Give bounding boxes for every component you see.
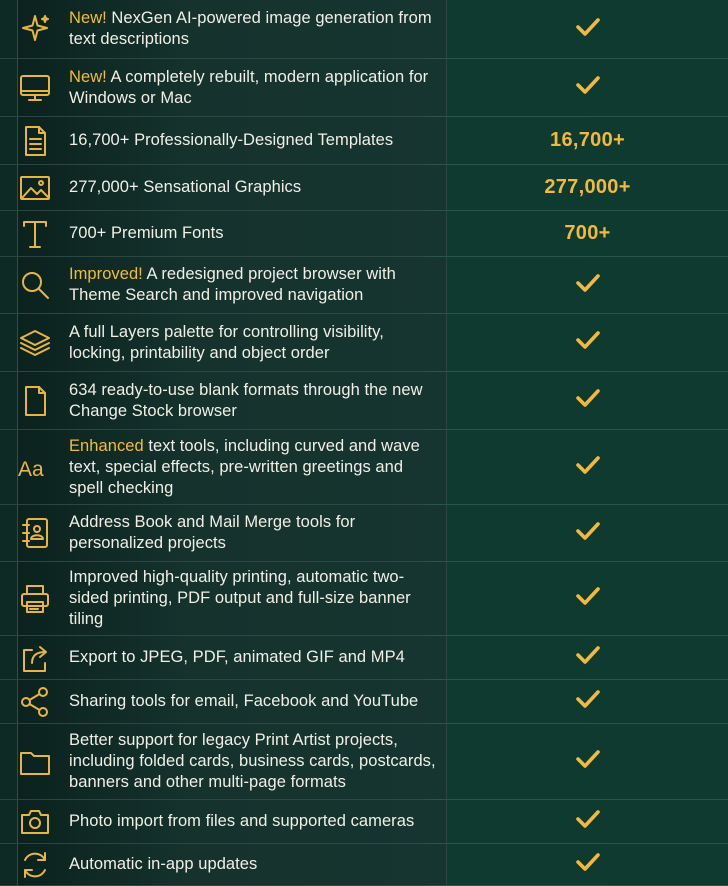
value-cell [447, 257, 728, 313]
check-icon [575, 748, 601, 775]
refresh-icon [1, 848, 69, 882]
feature-cell [17, 372, 447, 429]
value-cell [447, 314, 728, 371]
feature-description: Improved high-quality printing, automatic two-sided printing, PDF output and full-size banner tiling [69, 568, 416, 628]
feature-description: Better support for legacy Print Artist projects, including folded cards, business cards, postcards, banners and other multi-page formats [69, 731, 441, 791]
printer-icon [1, 582, 69, 616]
value-text: 16,700+ [550, 129, 625, 151]
feature-cell [17, 505, 447, 561]
value-cell [447, 430, 728, 504]
feature-cell [17, 800, 447, 843]
feature-cell [17, 314, 447, 371]
feature-cell [17, 636, 447, 679]
address-book-icon [1, 516, 69, 550]
feature-text [69, 8, 446, 50]
feature-cell [17, 724, 447, 799]
feature-highlight: New! [69, 67, 107, 86]
check-icon [575, 585, 601, 612]
feature-text [69, 567, 446, 630]
feature-text [69, 380, 446, 422]
feature-cell [17, 211, 447, 256]
value-cell [447, 844, 728, 885]
feature-cell [17, 844, 447, 885]
value-cell [447, 636, 728, 679]
value-cell [447, 59, 728, 116]
feature-text [69, 647, 415, 668]
feature-row [0, 680, 728, 724]
feature-description: 634 ready-to-use blank formats through the new Change Stock browser [69, 380, 428, 420]
sparkle-icon [1, 12, 69, 46]
feature-description: 277,000+ Sensational Graphics [69, 178, 302, 196]
feature-description: A completely rebuilt, modern application for Windows or Mac [69, 67, 433, 107]
feature-row [0, 314, 728, 372]
feature-cell [17, 430, 447, 504]
folder-icon [1, 745, 69, 779]
feature-description: Export to JPEG, PDF, animated GIF and MP4 [69, 648, 405, 666]
feature-text [69, 130, 403, 151]
feature-text [69, 730, 446, 793]
share-icon [1, 685, 69, 719]
feature-highlight: New! [69, 9, 107, 27]
value-cell [447, 680, 728, 723]
feature-text [69, 177, 311, 198]
value-text: 700+ [564, 222, 611, 244]
feature-description: Address Book and Mail Merge tools for personalized projects [69, 513, 360, 552]
blank-page-icon [1, 384, 69, 418]
export-icon [1, 641, 69, 675]
feature-row [0, 505, 728, 562]
check-icon [575, 454, 601, 481]
feature-text [69, 436, 446, 499]
feature-row [0, 844, 728, 886]
font-t-icon [1, 217, 69, 251]
feature-cell [17, 680, 447, 723]
check-icon [575, 851, 601, 878]
feature-text [69, 854, 267, 875]
check-icon [575, 644, 601, 671]
feature-row [0, 636, 728, 680]
value-cell [447, 0, 728, 58]
feature-row [0, 257, 728, 314]
monitor-icon [1, 71, 69, 105]
feature-cell [17, 257, 447, 313]
feature-highlight: Improved! [69, 265, 143, 283]
check-icon [575, 520, 601, 547]
feature-description: 16,700+ Professionally-Designed Templates [69, 131, 394, 149]
feature-description: A redesigned project browser with Theme Search and improved navigation [69, 265, 401, 304]
check-icon [575, 74, 601, 101]
feature-row [0, 0, 728, 59]
feature-row [0, 430, 728, 505]
feature-row [0, 117, 728, 165]
value-cell [447, 562, 728, 635]
search-icon [1, 268, 69, 302]
value-cell [447, 372, 728, 429]
feature-text [69, 322, 446, 364]
value-text: 277,000+ [544, 176, 631, 198]
feature-row [0, 165, 728, 211]
feature-row [0, 211, 728, 257]
layers-icon [1, 326, 69, 360]
feature-cell [17, 562, 447, 635]
feature-text [69, 512, 446, 554]
feature-cell [17, 165, 447, 210]
value-cell [447, 165, 728, 210]
feature-cell [17, 0, 447, 58]
check-icon [575, 387, 601, 414]
feature-description: Photo import from files and supported cameras [69, 812, 415, 830]
feature-description: A full Layers palette for controlling visibility, locking, printability and object order [69, 322, 389, 362]
document-icon [1, 124, 69, 158]
feature-cell [17, 59, 447, 116]
text-aa-icon [1, 450, 69, 484]
feature-text [69, 67, 446, 109]
feature-row [0, 562, 728, 636]
feature-row [0, 372, 728, 430]
feature-text [69, 811, 424, 832]
value-cell [447, 117, 728, 164]
value-cell [447, 724, 728, 799]
check-icon [575, 808, 601, 835]
value-cell [447, 505, 728, 561]
feature-description: 700+ Premium Fonts [69, 224, 224, 242]
feature-cell [17, 117, 447, 164]
svg-text:Aa: Aa [18, 458, 44, 481]
feature-text [69, 223, 234, 244]
camera-icon [1, 805, 69, 839]
feature-text [69, 691, 428, 712]
check-icon [575, 16, 601, 43]
feature-row [0, 59, 728, 117]
image-icon [1, 171, 69, 205]
value-cell [447, 800, 728, 843]
feature-text [69, 264, 446, 306]
check-icon [575, 329, 601, 356]
feature-description: Sharing tools for email, Facebook and YouTube [69, 692, 419, 710]
feature-row [0, 724, 728, 800]
check-icon [575, 272, 601, 299]
feature-description: Automatic in-app updates [69, 855, 258, 873]
feature-row [0, 800, 728, 844]
feature-highlight: Enhanced [69, 436, 144, 455]
feature-description: NexGen AI-powered image generation from text descriptions [69, 9, 437, 48]
value-cell [447, 211, 728, 256]
feature-description: text tools, including curved and wave text, special effects, pre-written greetings and spell checking [69, 436, 425, 497]
check-icon [575, 688, 601, 715]
